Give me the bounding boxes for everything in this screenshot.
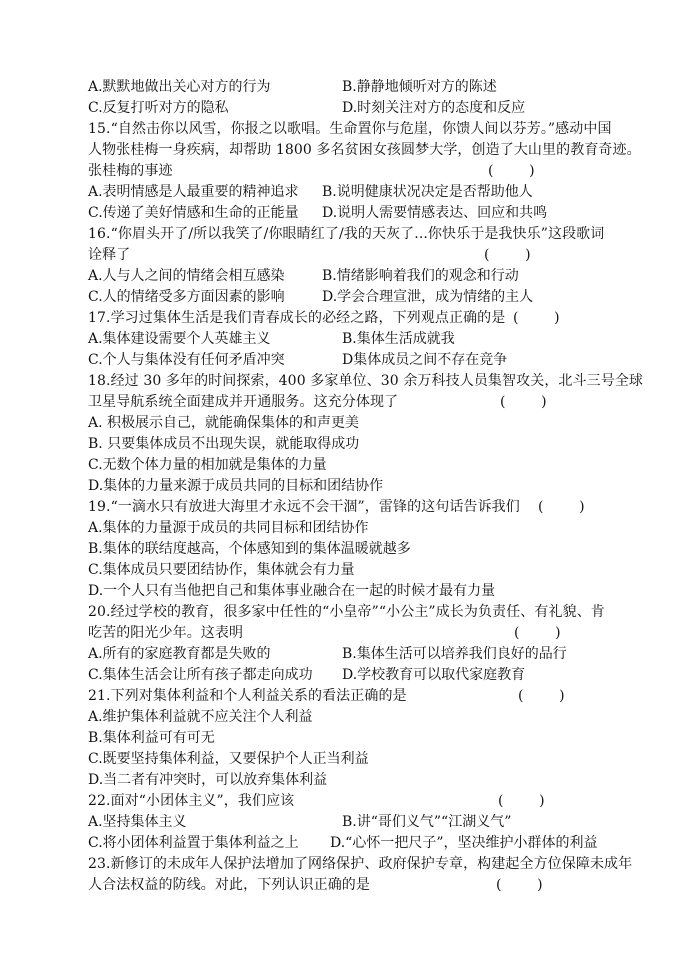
q16-stem-line-1: 16.“你眉头开了/所以我笑了/你眼睛红了/我的天灰了...你快乐于是我快乐”这段歌词 xyxy=(88,226,605,242)
q18-option-d: D.集体的力量来源于成员共同的目标和团结协作 xyxy=(88,478,384,494)
q20-option-a: A.所有的家庭教育都是失败的 xyxy=(88,646,271,662)
q21-option-c: C.既要坚持集体利益，又要保护个人正当利益 xyxy=(88,751,369,767)
q18-stem-line-2: 卫星导航系统全面建成并开通服务。这充分体现了 xyxy=(88,394,399,410)
q15-stem-line-1: 15.“自然击你以风雪，你报之以歌唱。生命置你与危崖，你馈人间以芬芳。”感动中国 xyxy=(88,121,612,137)
q22-answer-blank: ( ) xyxy=(498,793,545,809)
q19-option-d: D.一个人只有当他把自己和集体事业融合在一起的时候才最有力量 xyxy=(88,583,496,599)
q19-answer-blank: ( ) xyxy=(538,499,585,515)
q23-answer-blank: ( ) xyxy=(496,877,543,893)
q17-option-d: D集体成员之间不存在竞争 xyxy=(342,352,508,368)
q22-option-a: A.坚持集体主义 xyxy=(88,814,187,830)
q18-stem-line-1: 18.经过 30 多年的时间探索，400 多家单位、30 余万科技人员集智攻关，北斗三号全球 xyxy=(88,373,644,389)
q21-stem-line-1: 21.下列对集体利益和个人利益关系的看法正确的是 xyxy=(88,688,407,704)
q18-option-a: A. 积极展示自己，就能确保集体的和声更美 xyxy=(88,415,360,431)
q19-option-a: A.集体的力量源于成员的共同目标和团结协作 xyxy=(88,520,369,536)
q21-answer-blank: ( ) xyxy=(518,688,565,704)
q22-stem-line-1: 22.面对“小团体主义”，我们应该 xyxy=(88,793,295,809)
q16-option-c: C.人的情绪受多方面因素的影响 xyxy=(88,289,285,305)
q14-option-d: D.时刻关注对方的态度和反应 xyxy=(342,100,526,116)
q16-option-a: A.人与人之间的情绪会相互感染 xyxy=(88,268,285,284)
q15-option-c: C.传递了美好情感和生命的正能量 xyxy=(88,205,299,221)
q17-option-c: C.个人与集体没有任何矛盾冲突 xyxy=(88,352,285,368)
q14-option-a: A.默默地做出关心对方的行为 xyxy=(88,79,271,95)
q20-option-c: C.集体生活会让所有孩子都走向成功 xyxy=(88,667,313,683)
q17-stem-line-1: 17.学习过集体生活是我们青春成长的必经之路，下列观点正确的是 xyxy=(88,310,506,326)
q15-answer-blank: ( ) xyxy=(488,163,535,179)
q16-answer-blank: ( ) xyxy=(484,247,531,263)
q22-option-b: B.讲“哥们义气”“江湖义气” xyxy=(342,814,512,830)
q19-stem-line-1: 19.“一滴水只有放进大海里才永远不会干涸”，雷锋的这句话告诉我们 xyxy=(88,499,520,515)
q18-option-c: C.无数个体力量的相加就是集体的力量 xyxy=(88,457,327,473)
q16-option-d: D.学会合理宣泄，成为情绪的主人 xyxy=(322,289,534,305)
q17-option-a: A.集体建设需要个人英雄主义 xyxy=(88,331,271,347)
q23-stem-line-2: 人合法权益的防线。对此，下列认识正确的是 xyxy=(88,877,370,893)
q23-stem-line-1: 23.新修订的未成年人保护法增加了网络保护、政府保护专章，构建起全方位保障未成年 xyxy=(88,856,633,872)
q15-stem-line-3: 张桂梅的事迹 xyxy=(88,163,173,179)
q15-option-a: A.表明情感是人最重要的精神追求 xyxy=(88,184,299,200)
q21-option-d: D.当二者有冲突时，可以放弃集体利益 xyxy=(88,772,328,788)
q20-option-d: D.学校教育可以取代家庭教育 xyxy=(342,667,526,683)
q22-option-c: C.将小团体利益置于集体利益之上 xyxy=(88,835,299,851)
q20-option-b: B.集体生活可以培养我们良好的品行 xyxy=(342,646,567,662)
q21-option-a: A.维护集体利益就不应关注个人利益 xyxy=(88,709,313,725)
q18-answer-blank: ( ) xyxy=(500,394,547,410)
q18-option-b: B. 只要集体成员不出现失误，就能取得成功 xyxy=(88,436,360,452)
q20-stem-line-1: 20.经过学校的教育，很多家中任性的“小皇帝”“小公主”成长为负责任、有礼貌、肯 xyxy=(88,604,605,620)
q19-option-b: B.集体的联结度越高，个体感知到的集体温暖就越多 xyxy=(88,541,411,557)
q20-answer-blank: ( ) xyxy=(514,625,561,641)
q17-option-b: B.集体生活成就我 xyxy=(342,331,455,347)
q15-stem-line-2: 人物张桂梅一身疾病，却帮助 1800 多名贫困女孩圆梦大学，创造了大山里的教育奇迹。 xyxy=(88,142,641,158)
q17-answer-blank: ( ) xyxy=(513,310,560,326)
q19-option-c: C.集体成员只要团结协作，集体就会有力量 xyxy=(88,562,355,578)
q14-option-c: C.反复打听对方的隐私 xyxy=(88,100,229,116)
q15-option-b: B.说明健康状况决定是否帮助他人 xyxy=(322,184,533,200)
q20-stem-line-2: 吃苦的阳光少年。这表明 xyxy=(88,625,244,641)
q16-stem-line-2: 诠释了 xyxy=(88,247,131,263)
q16-option-b: B.情绪影响着我们的观念和行动 xyxy=(322,268,519,284)
q21-option-b: B.集体利益可有可无 xyxy=(88,730,215,746)
q15-option-d: D.说明人需要情感表达、回应和共鸣 xyxy=(322,205,548,221)
q14-option-b: B.静静地倾听对方的陈述 xyxy=(342,79,497,95)
q22-option-d: D.“心怀一把尺子”，坚决维护小群体的利益 xyxy=(330,835,598,851)
